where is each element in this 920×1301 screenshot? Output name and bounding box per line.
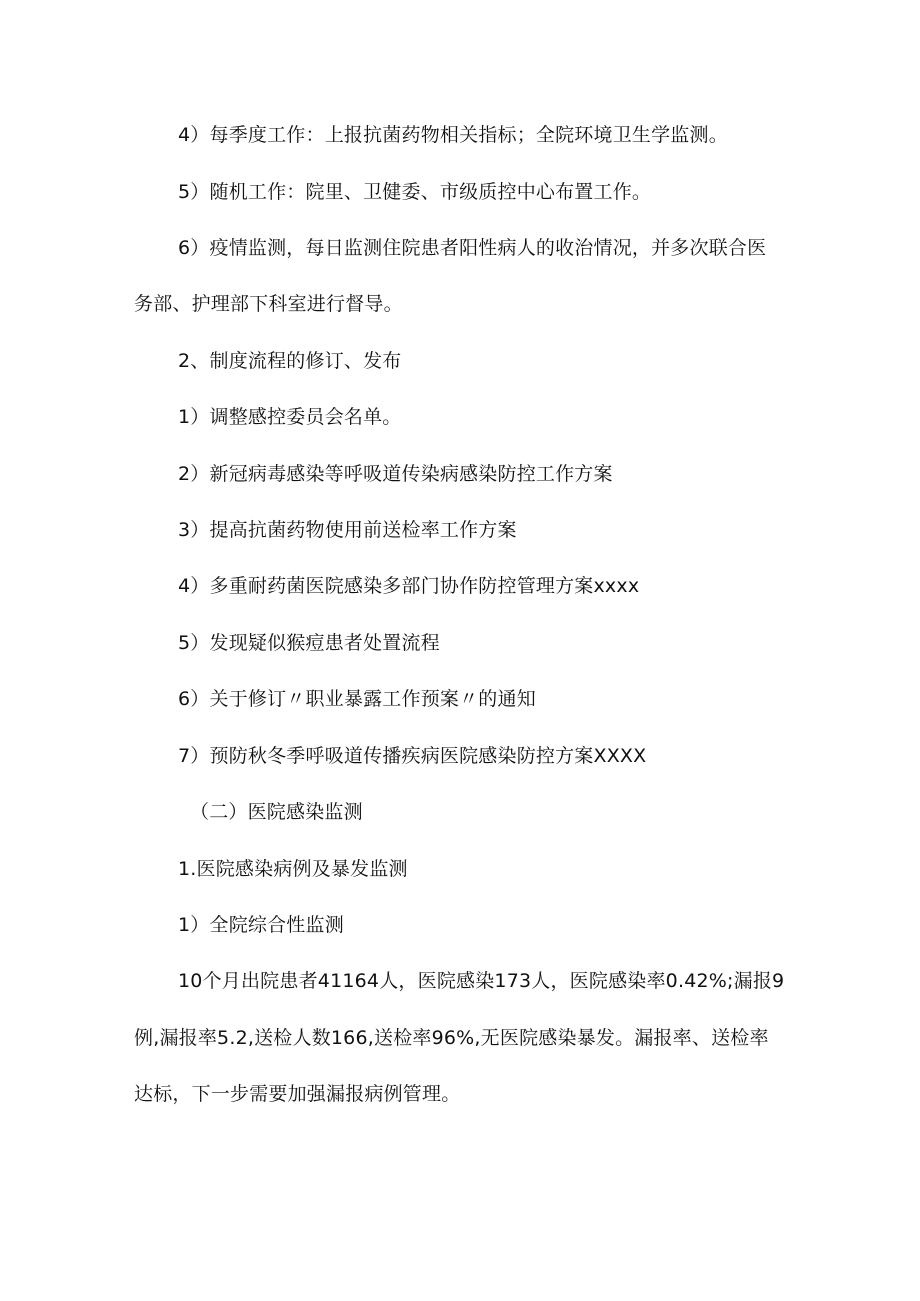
text-line: 4）每季度工作：上报抗菌药物相关指标；全院环境卫生学监测。 xyxy=(178,124,728,146)
list-item: 3）提高抗菌药物使用前送检率工作方案 xyxy=(178,519,517,541)
list-item: 2）新冠病毒感染等呼吸道传染病感染防控工作方案 xyxy=(178,463,613,485)
text-line: 达标，下一步需要加强漏报病例管理。 xyxy=(134,1083,461,1105)
text-line: 6）疫情监测，每日监测住院患者阳性病人的收治情况，并多次联合医 xyxy=(178,237,767,259)
text-line: 例,漏报率5.2,送检人数166,送检率96%,无医院感染暴发。漏报率、送检率 xyxy=(134,1027,769,1049)
list-item: 1）调整感控委员会名单。 xyxy=(178,406,402,428)
list-item: 6）关于修订〃职业暴露工作预案〃的通知 xyxy=(178,688,536,710)
list-item: 4）多重耐药菌医院感染多部门协作防控管理方案xxxx xyxy=(178,575,640,597)
subsection-heading: 1.医院感染病例及暴发监测 xyxy=(178,858,408,880)
list-item: 5）发现疑似猴痘患者处置流程 xyxy=(178,632,440,654)
text-line: 务部、护理部下科室进行督导。 xyxy=(134,293,403,315)
text-line: 5）随机工作：院里、卫健委、市级质控中心布置工作。 xyxy=(178,181,652,203)
list-item: 7）预防秋冬季呼吸道传播疾病医院感染防控方案XXXX xyxy=(178,745,647,767)
section-heading: 2、制度流程的修订、发布 xyxy=(178,350,402,372)
text-line: 10个月出院患者41164人，医院感染173人，医院感染率0.42%;漏报9 xyxy=(178,970,785,992)
subsection-heading: 1）全院综合性监测 xyxy=(178,914,344,936)
section-heading: （二）医院感染监测 xyxy=(190,801,363,823)
